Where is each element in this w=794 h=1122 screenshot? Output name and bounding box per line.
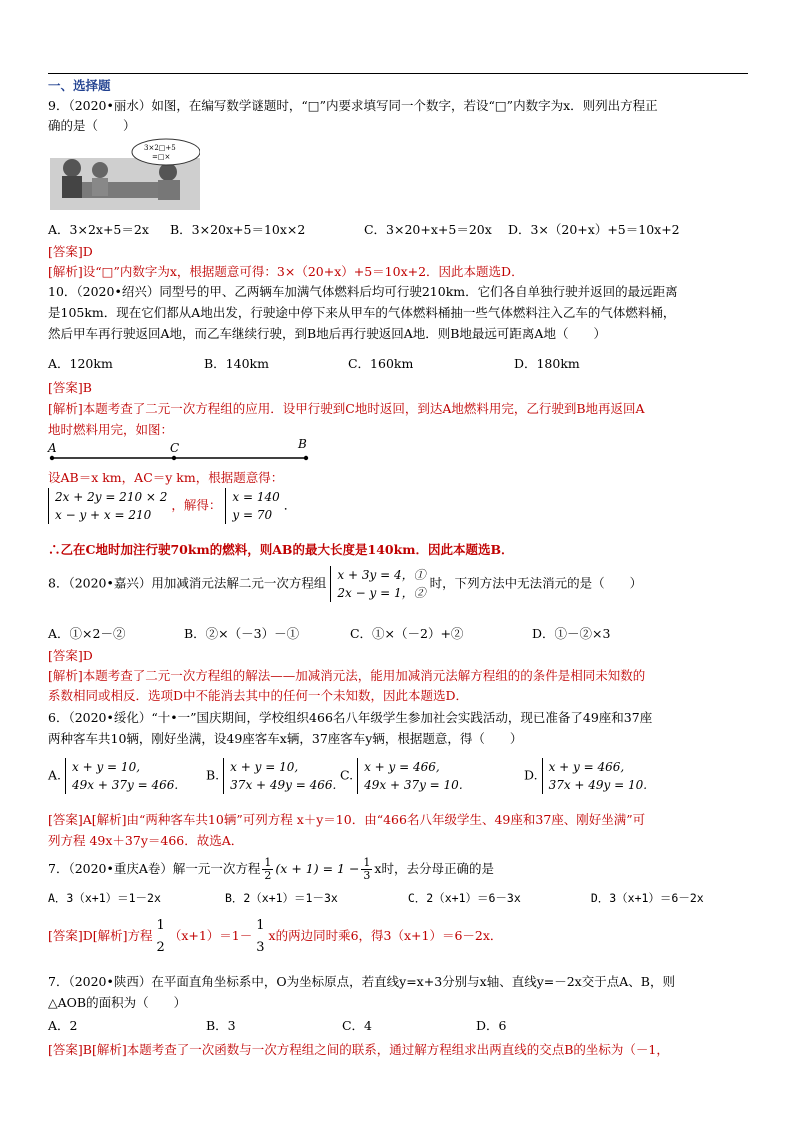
q9-analysis: [解析]设“□”内数字为x，根据题意可得：3×（20+x）+5＝10x+2．因此本题选D．: [48, 264, 524, 279]
q10-solve-text: ，解得：: [171, 497, 222, 513]
q6-option-a-system: [65, 758, 178, 794]
q7a-frac-2: [361, 857, 372, 882]
q10-answer: [答案]B: [48, 380, 92, 395]
q7a-option-b: B．2（x+1）＝1－3x: [224, 891, 338, 905]
q6-option-c: [340, 758, 524, 794]
q10-analysis-line1: [解析]本题考查了二元一次方程组的应用．设甲行驶到C地时返回，到达A地燃料用完，乙行驶到B地再返回A: [48, 401, 645, 416]
q10-solution: [225, 488, 279, 524]
q6-b-eq1: x + y = 10,: [230, 760, 299, 774]
q7b-stem-line1: 7．（2020•陕西）在平面直角坐标系中，O为坐标原点，若直线y=x+3分别与x轴、直线y=－2x交于点A、B，则: [48, 974, 675, 989]
q7b-analysis: [答案]B[解析]本题考查了一次函数与一次方程组之间的联系，通过解方程组求出两直线的交点B的坐标为（－1，: [48, 1042, 669, 1057]
q7b-option-c: C．4: [341, 1018, 372, 1033]
q9-option-a: A．3×2x+5＝2x: [48, 222, 149, 237]
q7a-stem: [48, 854, 748, 886]
q8-option-d: D．①－②×3: [531, 626, 611, 641]
q8-stem-b: 时，下列方法中无法消元的是（ ）: [429, 575, 643, 591]
q6-analysis-line1: [答案]A[解析]由“两种客车共10辆”可列方程 x＋y＝10．由“466名八年级学生、49座和37座、刚好坐满”可: [48, 812, 646, 827]
q9-stem-line1: 9．（2020•丽水）如图，在编写数学谜题时，“□”内要求填写同一个数字，若设“□”内数字为x．则列出方程正: [48, 98, 658, 113]
point-a-label: A: [48, 441, 57, 455]
q9-option-b: B．3×20x+5＝10x×2: [169, 222, 306, 237]
q6-stem-line2: 两种客车共10辆，刚好坐满，设49座客车x辆，37座客车y辆，根据题意，得（ ）: [48, 731, 523, 746]
q7a-ans-frac2-num: 1: [256, 917, 265, 933]
q6-a-eq2: 49x + 37y = 466.: [72, 778, 179, 792]
q10-conclusion: ∴乙在C地时加注行驶70km的燃料，则AB的最大长度是140km．因此本题选B．: [48, 542, 514, 557]
q7a-frac1-num: 1: [264, 856, 272, 869]
q10-stem-line3: 然后甲车再行驶返回A地，而乙车继续行驶，到B地后再行驶返回A地．则B地最远可距离A地（ ）: [48, 326, 606, 341]
q10-sol-end: ．: [283, 497, 297, 513]
q6-option-d: [524, 758, 651, 794]
q7a-ans-frac2-den: 3: [256, 939, 265, 955]
q8-analysis-line1: [解析]本题考查了二元一次方程组的解法——加减消元法，能用加减消元法解方程组的的条件是相同未知数的: [48, 668, 646, 683]
point-c-label: C: [170, 441, 180, 455]
header-rule: [48, 73, 748, 74]
q8-system: [330, 566, 425, 602]
q7b-option-b: B．3: [205, 1018, 236, 1033]
q6-option-c-system: [357, 758, 463, 794]
q10-option-a: A．120km: [48, 356, 113, 371]
q9-option-c: C．3×20+x+5＝20x: [363, 222, 492, 237]
q9-options: [48, 220, 748, 240]
q7a-ans-frac-1: [155, 915, 167, 959]
q8-stem: [48, 566, 748, 606]
q7a-options: [48, 888, 748, 908]
q10-sol1: x = 140: [232, 490, 280, 504]
q7b-stem-line2: △AOB的面积为（ ）: [48, 995, 187, 1010]
q8-option-b: B．②×（－3）－①: [183, 626, 300, 641]
q10-analysis-line2: 地时燃料用完，如图：: [48, 422, 174, 437]
q8-options: [48, 624, 748, 644]
q7a-ans-frac1-den: 2: [156, 939, 165, 955]
bubble-text-1: 3×2□+5: [144, 144, 176, 152]
q10-stem-line2: 是105km．现在它们都从A地出发，行驶途中停下来从甲车的气体燃料桶抽一些气体燃料注入乙车的气体燃料桶，: [48, 305, 676, 320]
q6-option-a-label: A.: [48, 767, 62, 783]
q9-illustration: [50, 138, 200, 210]
q7a-frac2-num: 1: [363, 856, 371, 869]
q8-eq1: x + 3y = 4，①: [337, 568, 426, 582]
q6-stem-line1: 6．（2020•绥化）“十•一”国庆期间，学校组织466名八年级学生参加社会实践活动，现已准备了49座和37座: [48, 710, 653, 725]
q8-stem-a: 8．（2020•嘉兴）用加减消元法解二元一次方程组: [48, 575, 327, 591]
q6-option-d-system: [542, 758, 648, 794]
q6-c-eq1: x + y = 466,: [364, 760, 440, 774]
q6-d-eq1: x + y = 466,: [548, 760, 625, 774]
q6-analysis-line2: 列方程 49x＋37y＝466．故选A．: [48, 833, 244, 848]
q10-sol2: y = 70: [232, 508, 273, 522]
q7a-mid: (x + 1) = 1 −: [275, 861, 360, 876]
q10-system: [48, 488, 167, 524]
q7a-frac2-den: 3: [363, 869, 371, 882]
q10-equation-system: [48, 488, 748, 528]
q6-options: [48, 758, 748, 802]
q6-c-eq2: 49x + 37y = 10.: [364, 778, 463, 792]
q6-option-a: [48, 758, 206, 794]
q7a-stem-a: 7．（2020•重庆A卷）解一元一次方程: [48, 861, 261, 876]
q6-option-b: [206, 758, 340, 794]
q6-d-eq2: 37x + 49y = 10.: [548, 778, 648, 792]
q10-option-d: D．180km: [513, 356, 580, 371]
q9-stem-line2: 确的是（ ）: [48, 118, 136, 133]
q7a-ans-b: x的两边同时乘6，得3（x+1）＝6－2x．: [268, 928, 503, 943]
q7a-option-c: C．2（x+1）＝6－3x: [407, 891, 521, 905]
bubble-text-2: =□×: [152, 153, 171, 161]
q10-options: [48, 354, 748, 374]
q10-eq2: x − y + x = 210: [55, 508, 152, 522]
q6-option-b-label: B.: [206, 767, 220, 783]
q10-stem-line1: 10．（2020•绍兴）同型号的甲、乙两辆车加满气体燃料后均可行驶210km．它们各自单独行驶并返回的最远距离: [48, 284, 678, 299]
q6-a-eq1: x + y = 10,: [72, 760, 141, 774]
q7a-frac-1: [262, 857, 273, 882]
q8-option-c: C．①×（－2）+②: [349, 626, 464, 641]
q8-analysis-line2: 系数相同或相反．选项D中不能消去其中的任何一个未知数，因此本题选D．: [48, 688, 469, 703]
q7a-ans-frac-2: [254, 915, 266, 959]
q7a-frac1-den: 2: [264, 869, 272, 882]
q10-eq1: 2x + 2y = 210 × 2: [55, 490, 168, 504]
section-title: 一、选择题: [48, 78, 111, 93]
q6-option-b-system: [223, 758, 336, 794]
q6-option-c-label: C.: [340, 767, 354, 783]
q7a-option-d: D．3（x+1）＝6－2x: [590, 891, 704, 905]
q7b-options: [48, 1016, 748, 1036]
q7a-ans-frac1-num: 1: [156, 917, 165, 933]
q8-eq2: 2x − y = 1，②: [337, 586, 426, 600]
q6-b-eq2: 37x + 49y = 466.: [230, 778, 337, 792]
q7a-stem-b: x时，去分母正确的是: [374, 861, 494, 876]
q7a-ans-mid: （x+1）＝1－: [168, 928, 253, 943]
q7a-option-a: A．3（x+1）＝1－2x: [48, 891, 161, 905]
q10-option-b: B．140km: [203, 356, 269, 371]
q7b-option-d: D．6: [475, 1018, 507, 1033]
q8-option-a: A．①×2－②: [48, 626, 126, 641]
q8-answer: [答案]D: [48, 648, 93, 663]
point-b-label: B: [298, 438, 307, 451]
q10-option-c: C．160km: [347, 356, 414, 371]
q7a-ans-a: [答案]D[解析]方程: [48, 928, 153, 943]
q10-segment-figure: [44, 438, 324, 466]
q7a-answer: [48, 912, 748, 962]
q7b-option-a: A．2: [48, 1018, 78, 1033]
q9-answer: [答案]D: [48, 244, 93, 259]
q6-option-d-label: D.: [524, 767, 538, 783]
q9-option-d: D．3×（20+x）+5＝10x+2: [507, 222, 680, 237]
q10-setup: 设AB＝x km，AC＝y km，根据题意得：: [48, 470, 284, 485]
